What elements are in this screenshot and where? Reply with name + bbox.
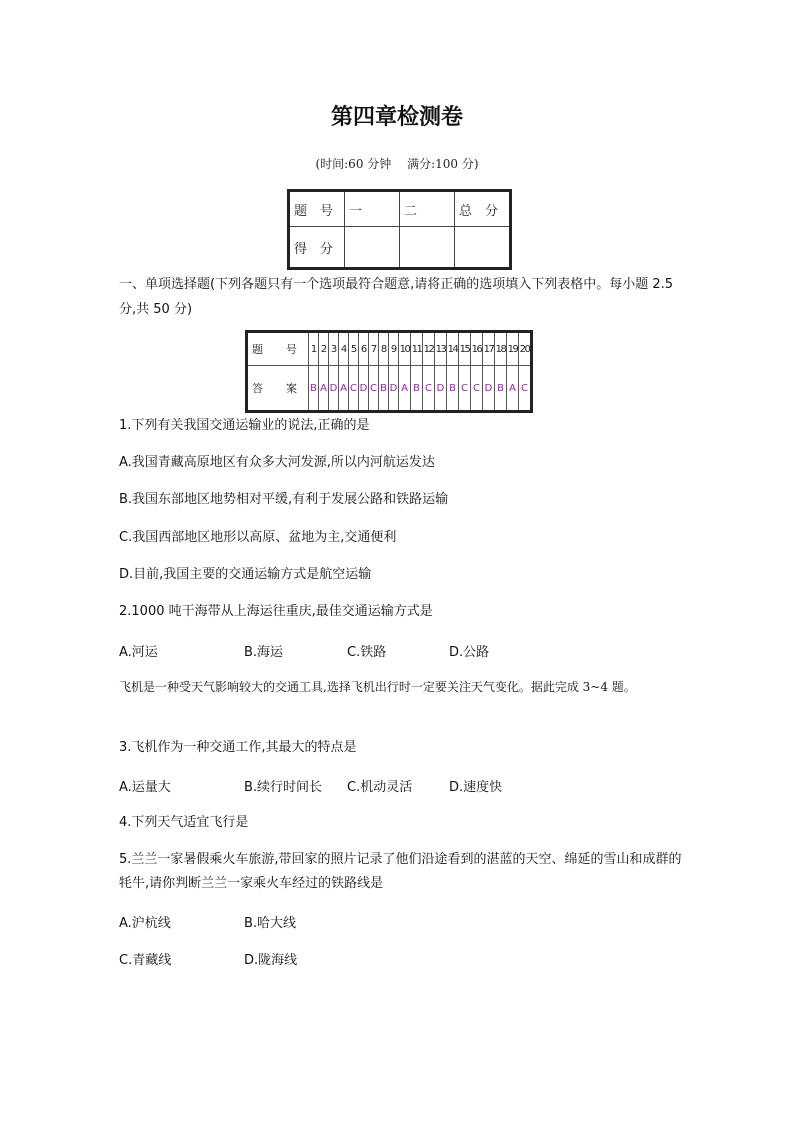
exam-time-score-info: (时间:60 分钟 满分:100 分): [315, 157, 479, 171]
question-5-stem: 5.兰兰一家暑假乘火车旅游,带回家的照片记录了他们沿途看到的湛蓝的天空、绵延的雪山和成群的牦牛,请你判断兰兰一家乘火车经过的铁路线是: [119, 852, 682, 891]
question-number-cell: 19: [507, 332, 519, 366]
score-table: [287, 189, 512, 270]
answer-cell[interactable]: A: [399, 366, 411, 412]
question-2-option-c[interactable]: C.铁路: [347, 645, 387, 660]
score-table-label-score: 得 分: [289, 227, 345, 269]
question-1-option-d[interactable]: D.目前,我国主要的交通运输方式是航空运输: [119, 567, 372, 582]
question-1-option-c[interactable]: C.我国西部地区地形以高原、盆地为主,交通便利: [119, 530, 397, 545]
question-number-cell: 17: [483, 332, 495, 366]
answer-cell[interactable]: C: [471, 366, 483, 412]
question-number-cell: 8: [379, 332, 389, 366]
question-number-cell: 12: [423, 332, 435, 366]
answer-cell[interactable]: B: [379, 366, 389, 412]
score-table-score-row: [289, 227, 511, 269]
answer-cell[interactable]: B: [447, 366, 459, 412]
question-4-stem: 4.下列天气适宜飞行是: [119, 815, 249, 830]
score-table-col-2: 二: [400, 191, 455, 227]
question-3-option-d[interactable]: D.速度快: [449, 780, 503, 795]
question-number-cell: 3: [329, 332, 339, 366]
answer-cell[interactable]: A: [319, 366, 329, 412]
question-number-cell: 10: [399, 332, 411, 366]
section-1-heading: 一、单项选择题(下列各题只有一个选项最符合题意,请将正确的选项填入下列表格中。每小题 2.5 分,共 50 分): [119, 277, 674, 317]
question-5-option-a[interactable]: A.沪杭线: [119, 916, 171, 931]
question-number-cell: 11: [411, 332, 423, 366]
question-5-option-c[interactable]: C.青藏线: [119, 953, 172, 968]
answer-cell[interactable]: B: [495, 366, 507, 412]
score-table-header-row: [289, 191, 511, 227]
answer-cell[interactable]: A: [507, 366, 519, 412]
question-5-option-b[interactable]: B.哈大线: [244, 916, 297, 931]
question-3-option-b[interactable]: B.续行时间长: [244, 780, 323, 795]
score-cell-1[interactable]: [345, 227, 400, 269]
answer-cell[interactable]: D: [483, 366, 495, 412]
score-table-col-total: 总 分: [455, 191, 511, 227]
answer-cell[interactable]: C: [349, 366, 359, 412]
question-1-option-a[interactable]: A.我国青藏高原地区有众多大河发源,所以内河航运发达: [119, 455, 435, 470]
answer-table-number-label: 题 号: [247, 332, 309, 366]
question-2-option-d[interactable]: D.公路: [449, 645, 490, 660]
answer-table-number-row: [247, 332, 532, 366]
question-number-cell: 2: [319, 332, 329, 366]
answer-table: [245, 330, 533, 413]
score-table-label-number: 题 号: [289, 191, 345, 227]
answer-table-answer-label: 答 案: [247, 366, 309, 412]
score-cell-total[interactable]: [455, 227, 511, 269]
score-table-col-1: 一: [345, 191, 400, 227]
question-2-stem: 2.1000 吨干海带从上海运往重庆,最佳交通运输方式是: [119, 604, 433, 619]
answer-cell[interactable]: A: [339, 366, 349, 412]
page-title: 第四章检测卷: [330, 105, 463, 130]
question-5-option-d[interactable]: D.陇海线: [244, 953, 298, 968]
question-number-cell: 4: [339, 332, 349, 366]
questions-3-4-intro: 飞机是一种受天气影响较大的交通工具,选择飞机出行时一定要关注天气变化。据此完成 3~4 题。: [119, 680, 636, 694]
answer-cell[interactable]: D: [389, 366, 399, 412]
answer-cell[interactable]: B: [411, 366, 423, 412]
question-number-cell: 14: [447, 332, 459, 366]
answer-cell[interactable]: D: [435, 366, 447, 412]
question-number-cell: 5: [349, 332, 359, 366]
answer-table-answer-row: [247, 366, 532, 412]
question-1-option-b[interactable]: B.我国东部地区地势相对平缓,有利于发展公路和铁路运输: [119, 492, 449, 507]
answer-cell[interactable]: C: [423, 366, 435, 412]
question-3-option-a[interactable]: A.运量大: [119, 780, 171, 795]
answer-cell[interactable]: D: [359, 366, 369, 412]
answer-cell[interactable]: C: [459, 366, 471, 412]
question-number-cell: 20: [519, 332, 532, 366]
question-number-cell: 13: [435, 332, 447, 366]
question-number-cell: 16: [471, 332, 483, 366]
answer-cell[interactable]: C: [519, 366, 532, 412]
score-cell-2[interactable]: [400, 227, 455, 269]
answer-cell[interactable]: B: [309, 366, 319, 412]
answer-cell[interactable]: D: [329, 366, 339, 412]
question-1-stem: 1.下列有关我国交通运输业的说法,正确的是: [119, 418, 370, 433]
question-number-cell: 7: [369, 332, 379, 366]
question-number-cell: 15: [459, 332, 471, 366]
question-2-option-a[interactable]: A.河运: [119, 645, 158, 660]
question-number-cell: 6: [359, 332, 369, 366]
question-number-cell: 9: [389, 332, 399, 366]
question-number-cell: 18: [495, 332, 507, 366]
question-2-option-b[interactable]: B.海运: [244, 645, 284, 660]
question-3-stem: 3.飞机作为一种交通工作,其最大的特点是: [119, 740, 357, 755]
question-3-option-c[interactable]: C.机动灵活: [347, 780, 413, 795]
question-number-cell: 1: [309, 332, 319, 366]
answer-cell[interactable]: C: [369, 366, 379, 412]
